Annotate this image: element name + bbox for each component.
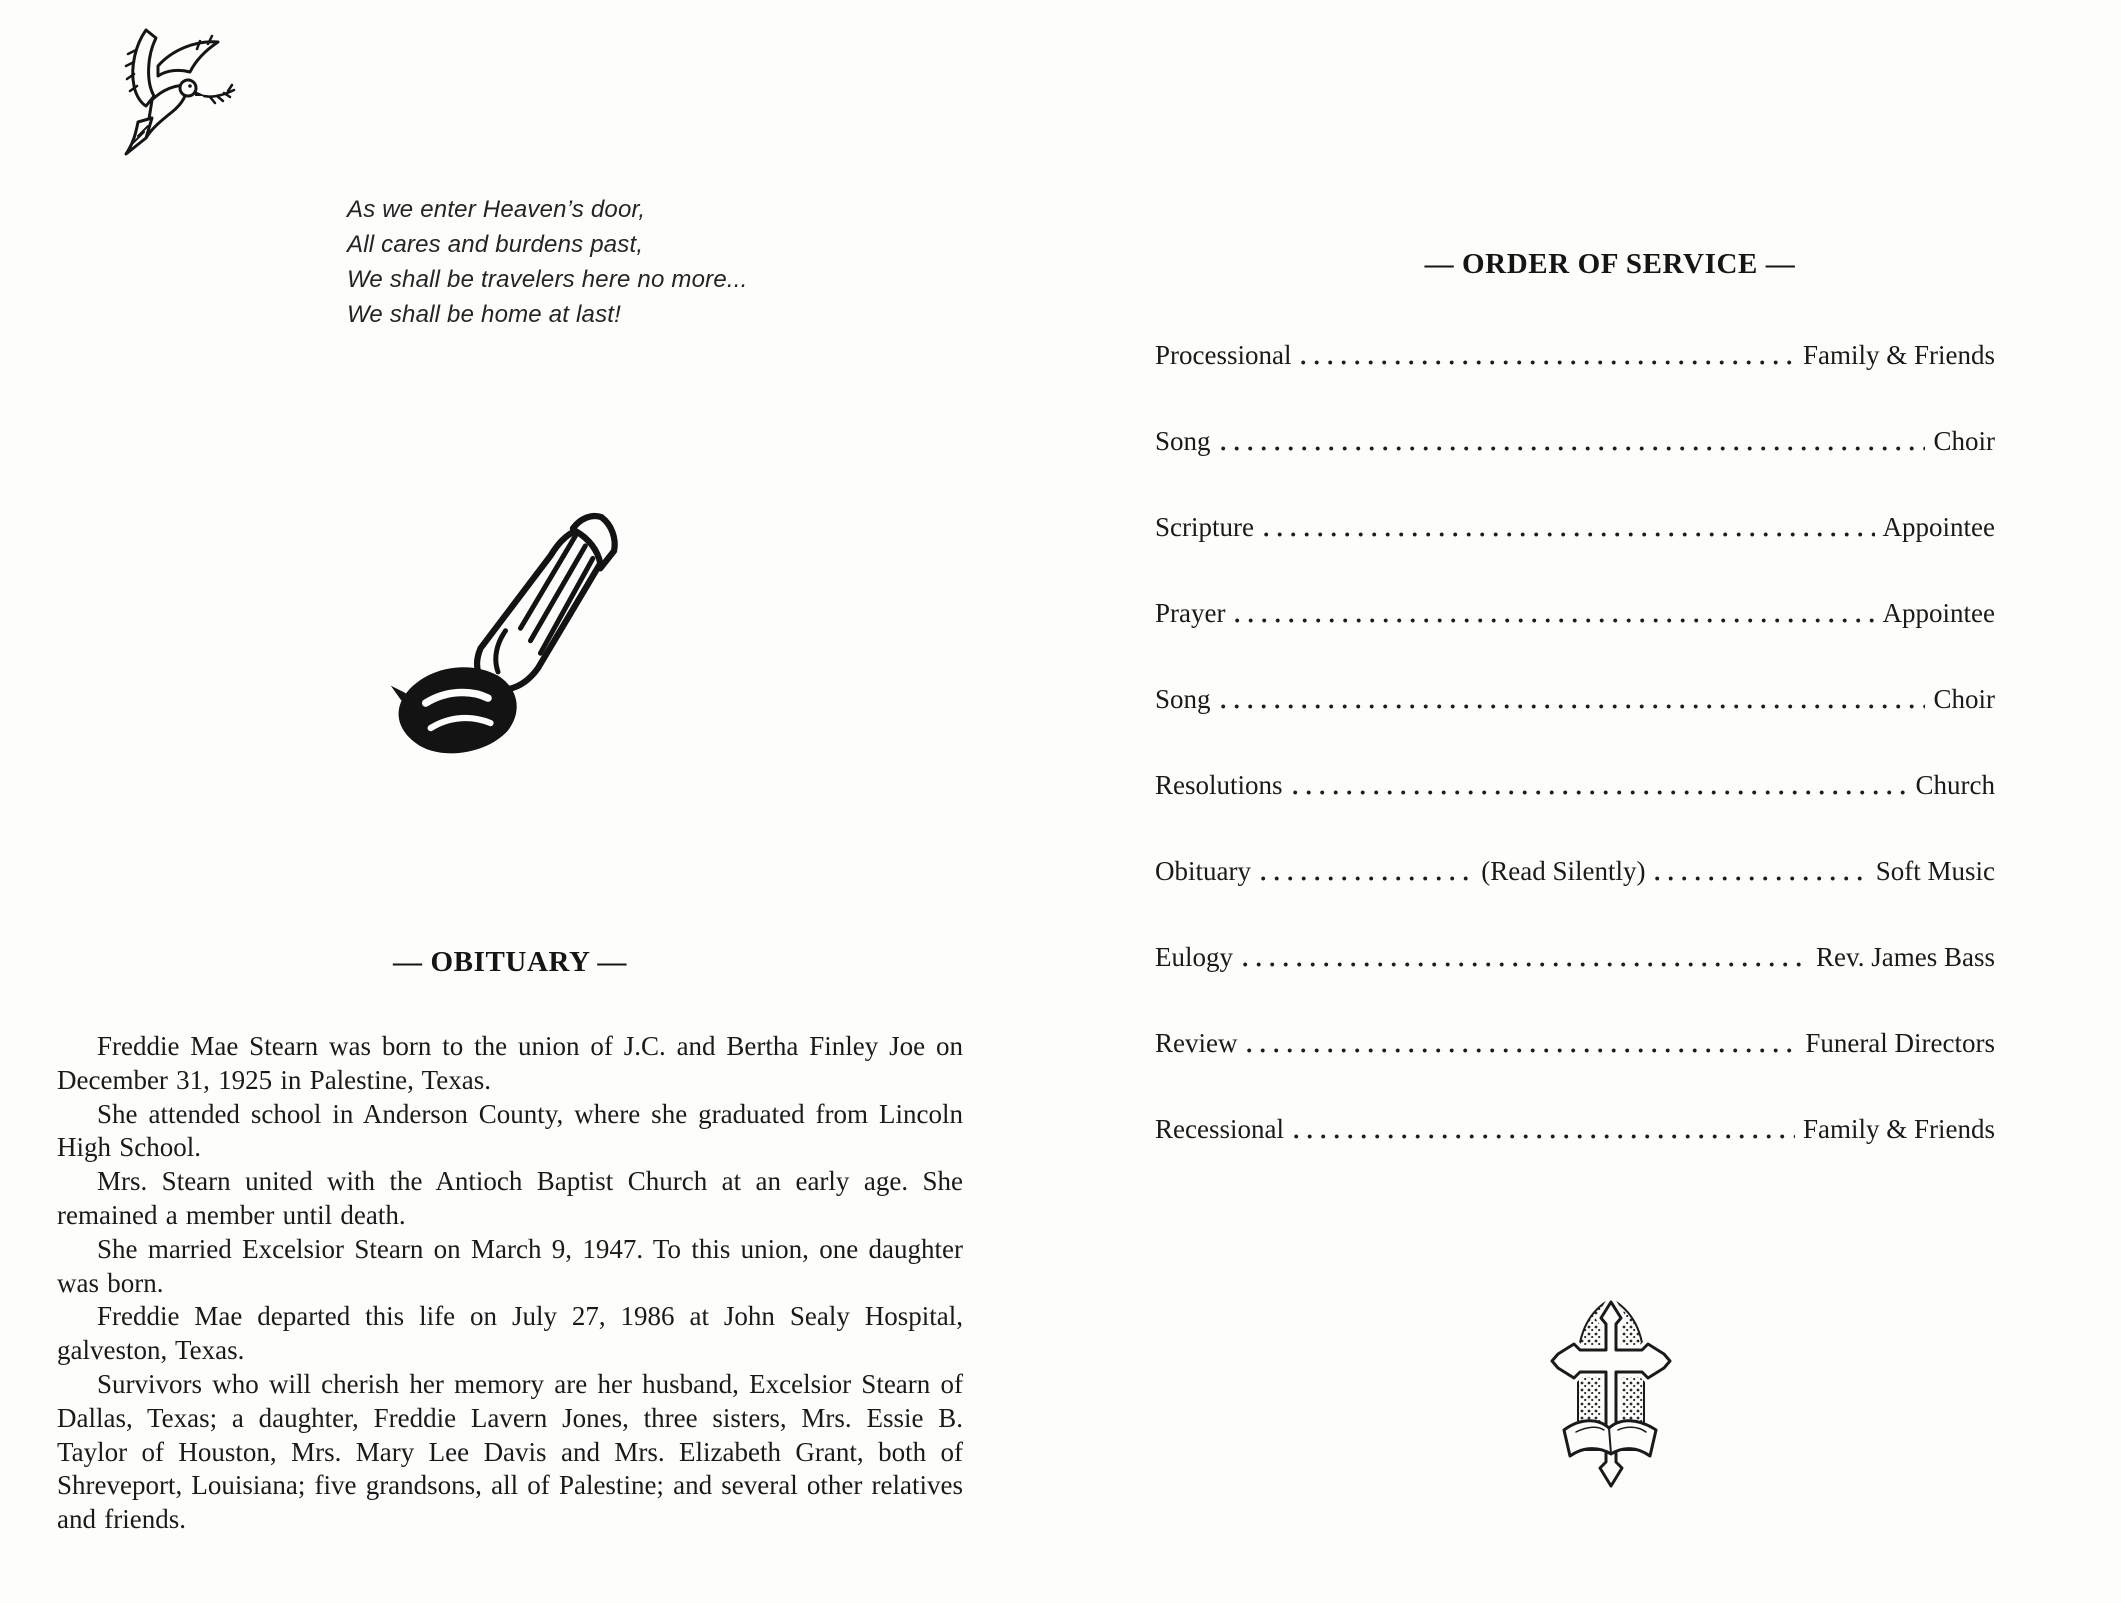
dotted-leader <box>1221 704 1926 709</box>
item-label: Obituary <box>1155 856 1251 886</box>
item-label: Scripture <box>1155 512 1254 542</box>
item-label: Processional <box>1155 340 1292 370</box>
order-of-service-item <box>1155 1112 1995 1146</box>
order-of-service-item <box>1155 338 1995 372</box>
item-value: Appointee <box>1882 512 1995 542</box>
order-of-service-item <box>1155 682 1995 716</box>
dotted-leader <box>1294 1134 1795 1139</box>
praying-hands-icon <box>388 506 633 758</box>
dotted-leader <box>1301 360 1795 365</box>
dotted-leader <box>1221 446 1926 451</box>
item-note: (Read Silently) <box>1481 856 1646 886</box>
dotted-leader <box>1247 1048 1797 1053</box>
dotted-leader <box>1261 876 1473 881</box>
poem-line: As we enter Heaven’s door, <box>347 196 646 223</box>
item-value: Funeral Directors <box>1805 1028 1995 1058</box>
dotted-leader <box>1293 790 1908 795</box>
obituary-text <box>57 1030 963 1537</box>
item-value: Church <box>1915 770 1995 800</box>
poem-line: We shall be home at last! <box>347 301 622 328</box>
order-of-service-item <box>1155 768 1995 802</box>
memorial-poem <box>347 192 747 332</box>
poem-line: We shall be travelers here no more... <box>347 266 748 293</box>
order-of-service-item <box>1155 1026 1995 1060</box>
obituary-paragraph: She attended school in Anderson County, where she graduated from Lincoln High School. <box>57 1098 963 1163</box>
item-label: Song <box>1155 426 1211 456</box>
dotted-leader <box>1264 532 1875 537</box>
item-value: Choir <box>1933 684 1995 714</box>
obituary-paragraph: Survivors who will cherish her memory are her husband, Excelsior Stearn of Dallas, Texas; a daughter, Freddie Lavern Jones, three sisters, Mrs. Essie B. Taylor of Houston, Mrs. Mary Lee Davis and Mrs. Elizabeth Grant, both of Shreveport, Louisiana; five grandsons, all of Palestine; and several other relatives and friends. <box>57 1368 963 1535</box>
dotted-leader <box>1243 962 1808 967</box>
item-value: Choir <box>1933 426 1995 456</box>
item-label: Recessional <box>1155 1114 1284 1144</box>
obituary-paragraph: Mrs. Stearn united with the Antioch Baptist Church at an early age. She remained a member until death. <box>57 1166 963 1230</box>
item-value: Soft Music <box>1875 856 1995 886</box>
order-of-service-item <box>1155 510 1995 544</box>
order-of-service-item <box>1155 854 1995 888</box>
item-value: Family & Friends <box>1802 1114 1995 1144</box>
order-of-service-list <box>1155 338 1995 1198</box>
order-of-service-item <box>1155 596 1995 630</box>
poem-line: All cares and burdens past, <box>347 231 644 258</box>
dotted-leader <box>1655 876 1867 881</box>
obituary-paragraph: Freddie Mae departed this life on July 27, 1986 at John Sealy Hospital, galveston, Texas. <box>57 1301 963 1366</box>
order-of-service-item <box>1155 424 1995 458</box>
cross-bible-icon <box>1538 1290 1684 1504</box>
item-value: Family & Friends <box>1802 340 1995 370</box>
obituary-paragraph: Freddie Mae Stearn was born to the union of J.C. and Bertha Finley Joe on December 31, 1925 in Palestine, Texas. <box>57 1031 963 1095</box>
item-label: Prayer <box>1155 598 1226 628</box>
order-of-service-item <box>1155 940 1995 974</box>
obituary-heading: — OBITUARY — <box>393 946 627 978</box>
obituary-paragraph: She married Excelsior Stearn on March 9, 1947. To this union, one daughter was born. <box>57 1233 963 1298</box>
item-value: Appointee <box>1882 598 1995 628</box>
order-of-service-heading: — ORDER OF SERVICE — <box>1424 248 1796 280</box>
dove-olive-branch-icon <box>112 22 238 172</box>
item-label: Resolutions <box>1155 770 1283 800</box>
dotted-leader <box>1235 618 1874 623</box>
item-label: Eulogy <box>1155 942 1233 972</box>
item-label: Review <box>1155 1028 1238 1058</box>
item-value: Rev. James Bass <box>1816 942 1995 972</box>
item-label: Song <box>1155 684 1211 714</box>
